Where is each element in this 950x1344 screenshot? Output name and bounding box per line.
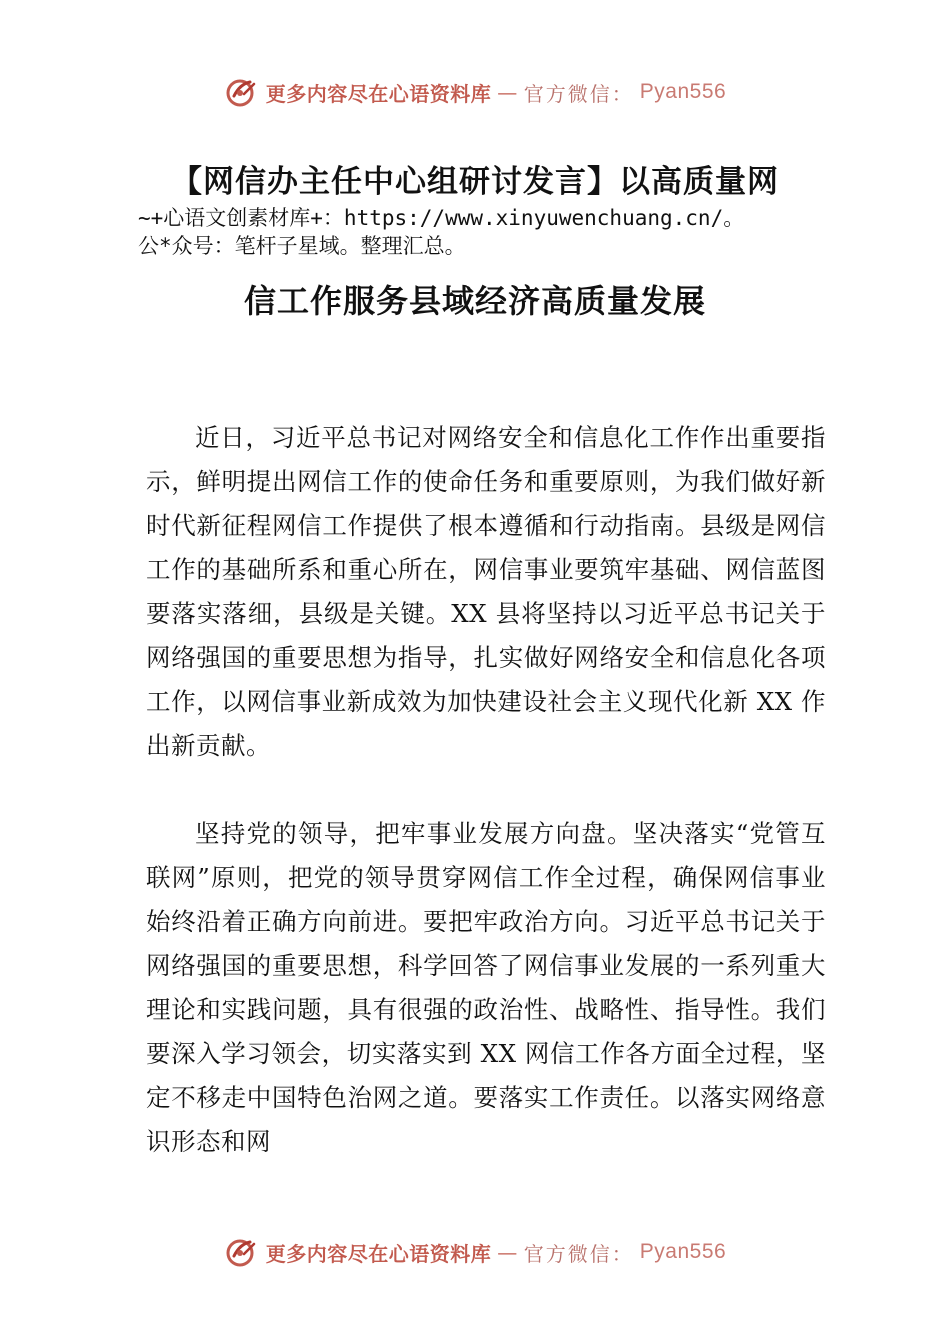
logo-icon	[224, 1234, 260, 1270]
body-paragraph-1: 近日，习近平总书记对网络安全和信息化工作作出重要指示，鲜明提出网信工作的使命任务和重要原则，为我们做好新时代新征程网信工作提供了根本遵循和行动指南。县级是网信工作的基础所系和重心所在，网信事业要筑牢基础、网信蓝图要落实落细，县级是关键。XX 县将坚持以习近平总书记关于网络强国的重要思想为指导，扎实做好网络安全和信息化各项工作，以网信事业新成效为加快建设社会主义现代化新 XX 作出新贡献。	[146, 423, 826, 760]
banner-wechat-label: 官方微信：	[523, 1241, 634, 1266]
banner-main-text: 更多内容尽在心语资料库	[265, 81, 492, 106]
banner-wechat-label: 官方微信：	[523, 81, 634, 106]
watermark-line-1: ~+心语文创素材库+：https://www.xinyuwenchuang.cn/。	[138, 206, 745, 230]
banner-dash: —	[497, 80, 518, 104]
banner-wechat-id: Pyan556	[639, 80, 727, 103]
banner-dash: —	[497, 1240, 518, 1264]
footer-banner	[0, 1230, 950, 1274]
banner-main-text: 更多内容尽在心语资料库	[265, 1241, 492, 1266]
header-banner	[0, 70, 950, 114]
body-paragraph-2: 坚持党的领导，把牢事业发展方向盘。坚决落实“党管互联网”原则，把党的领导贯穿网信工作全过程，确保网信事业始终沿着正确方向前进。要把牢政治方向。习近平总书记关于网络强国的重要思想，科学回答了网信事业发展的一系列重大理论和实践问题，具有很强的政治性、战略性、指导性。我们要深入学习领会，切实落实到 XX 网信工作各方面全过程，坚定不移走中国特色治网之道。要落实工作责任。以落实网络意识形态和网	[146, 819, 826, 1156]
logo-icon	[224, 74, 260, 110]
watermark-line-2: 公*众号：笔杆子星域。整理汇总。	[138, 234, 466, 258]
document-title-line-2: 信工作服务县域经济高质量发展	[243, 282, 706, 320]
banner-wechat-id: Pyan556	[639, 1240, 727, 1263]
document-title-line-1: 【网信办主任中心组研讨发言】以高质量网	[171, 164, 779, 200]
